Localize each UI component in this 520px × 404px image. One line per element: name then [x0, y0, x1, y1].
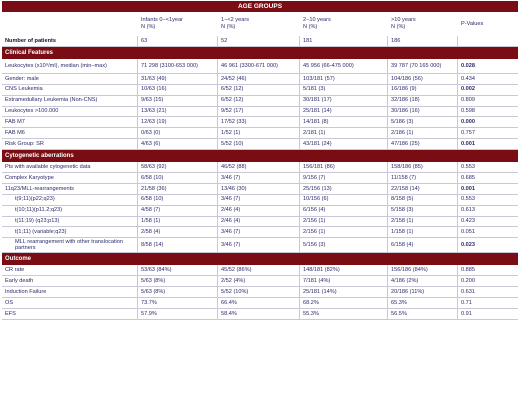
p-value-cell: 0.002: [461, 86, 475, 93]
data-cell: 45 956 (66-475 000): [300, 59, 388, 73]
p-value-cell: 0.71: [461, 299, 472, 306]
table-title: AGE GROUPS: [2, 1, 518, 12]
data-cell: 5/52 (10): [218, 139, 300, 149]
data-cell: 6/158 (4): [388, 238, 458, 252]
data-cell: 9/52 (17): [218, 107, 300, 117]
data-cell: 58/63 (92): [138, 162, 218, 172]
table-row: [2, 227, 518, 238]
row-label: Leukocytes (x10⁹/ml), median (min–max): [2, 59, 138, 73]
data-cell: 46 961 (3300-671 000): [218, 59, 300, 73]
data-cell: 68.2%: [300, 298, 388, 308]
data-cell: 39 787 (70 165 000): [388, 59, 458, 73]
data-cell: 6/58 (10): [138, 173, 218, 183]
data-cell: 16/186 (9): [388, 85, 458, 95]
row-label: MLL rearrangement with other translocation partners: [2, 238, 138, 252]
row-label: FAB M7: [2, 117, 138, 127]
table-row: [2, 173, 518, 184]
column-header: [458, 12, 518, 36]
data-cell: 156/181 (86): [300, 162, 388, 172]
table-row: [2, 128, 518, 139]
p-value-cell: 0.001: [461, 185, 475, 192]
column-header-unit: N (%): [391, 24, 406, 30]
table-row: [2, 117, 518, 128]
p-value-cell: 0.885: [461, 267, 475, 273]
data-cell: 13/63 (21): [138, 107, 218, 117]
data-cell: 8/58 (14): [138, 238, 218, 252]
row-label: t(1;11) (variable;q23): [2, 227, 138, 237]
data-cell: 11/158 (7): [388, 173, 458, 183]
data-cell: 5/186 (3): [388, 117, 458, 127]
table-row: [2, 206, 518, 217]
p-value-cell: 0.91: [461, 310, 472, 317]
row-label: Number of patients: [2, 36, 138, 46]
data-cell: 1/52 (1): [218, 128, 300, 138]
table-body: [2, 36, 518, 320]
data-cell: 10/156 (6): [300, 195, 388, 205]
data-cell: 58.4%: [218, 309, 300, 319]
data-cell: 63: [138, 36, 218, 46]
data-cell: 2/186 (1): [388, 128, 458, 138]
row-label: CR rate: [2, 265, 138, 275]
column-header: [2, 12, 138, 36]
row-label: 11q23/MLL-rearrangements: [2, 184, 138, 194]
section-header-clinical-features: Clinical Features: [2, 47, 518, 59]
data-cell: 6/52 (12): [218, 85, 300, 95]
table-row: [2, 96, 518, 107]
row-label: t(9;11)(p22;q23): [2, 195, 138, 205]
data-cell: 156/186 (84%): [388, 265, 458, 275]
p-value-cell: 0.028: [461, 62, 475, 69]
data-cell: 14/181 (8): [300, 117, 388, 127]
data-cell: 6/58 (10): [138, 195, 218, 205]
row-label: OS: [2, 298, 138, 308]
table-row: [2, 74, 518, 85]
table-row: [2, 217, 518, 228]
p-value-cell: 0.613: [461, 207, 475, 214]
data-cell: 4/186 (2%): [388, 276, 458, 286]
data-cell: 25/181 (14%): [300, 287, 388, 297]
table-row: [2, 107, 518, 118]
data-cell: 57.9%: [138, 309, 218, 319]
data-cell: 30/186 (16): [388, 107, 458, 117]
column-header-unit: N (%): [141, 24, 156, 30]
row-label: Complex Karyotype: [2, 173, 138, 183]
data-cell: 2/46 (4): [218, 206, 300, 216]
data-cell: 9/63 (15): [138, 96, 218, 106]
data-cell: 3/46 (7): [218, 227, 300, 237]
data-cell: 6/52 (12): [218, 96, 300, 106]
row-label: Induction Failure: [2, 287, 138, 297]
data-cell: 47/186 (25): [388, 139, 458, 149]
p-value-cell: 0.598: [461, 108, 475, 115]
p-value-cell: 0.051: [461, 229, 475, 236]
data-cell: 21/58 (36): [138, 184, 218, 194]
section-header-outcome: Outcome: [2, 253, 518, 265]
column-header: [300, 12, 388, 36]
p-value-cell: 0.553: [461, 163, 475, 170]
data-cell: 104/186 (56): [388, 74, 458, 84]
data-cell: 5/63 (8%): [138, 287, 218, 297]
data-cell: 8/158 (5): [388, 195, 458, 205]
table-row: [2, 162, 518, 173]
row-label: Gender: male: [2, 74, 138, 84]
data-cell: 24/52 (46): [218, 74, 300, 84]
data-cell: 3/46 (7): [218, 195, 300, 205]
row-label: t(10;11)(p11.2;q23): [2, 206, 138, 216]
data-cell: 186: [388, 36, 458, 46]
column-header-unit: N (%): [221, 24, 236, 30]
data-cell: 5/52 (10%): [218, 287, 300, 297]
data-cell: 17/52 (33): [218, 117, 300, 127]
p-value-cell: 0.200: [461, 277, 475, 284]
data-cell: 71 298 (3100-653 000): [138, 59, 218, 73]
data-cell: 2/181 (1): [300, 128, 388, 138]
data-cell: 55.3%: [300, 309, 388, 319]
row-label: CNS Leukemia: [2, 85, 138, 95]
data-cell: 2/46 (4): [218, 217, 300, 227]
data-cell: 2/156 (1): [300, 227, 388, 237]
column-header: [138, 12, 218, 36]
p-value-cell: 0.434: [461, 75, 475, 82]
table-row: [2, 195, 518, 206]
row-label: Early death: [2, 276, 138, 286]
data-cell: 46/52 (88): [218, 162, 300, 172]
section-header-cytogenetic-aberrations: Cytogenetic aberrations: [2, 150, 518, 162]
row-label: EFS: [2, 309, 138, 319]
column-header-label: 1−<2 years: [221, 17, 249, 23]
column-header-label: >10 years: [391, 17, 416, 23]
data-cell: 1/58 (1): [138, 217, 218, 227]
data-cell: 181: [300, 36, 388, 46]
data-cell: 52: [218, 36, 300, 46]
p-value-cell: [458, 36, 518, 46]
data-cell: 13/46 (30): [218, 184, 300, 194]
results-table: [2, 1, 518, 320]
data-cell: 158/186 (85): [388, 162, 458, 172]
table-row: [2, 184, 518, 195]
data-cell: 31/63 (49): [138, 74, 218, 84]
data-cell: 56.5%: [388, 309, 458, 319]
table-row: [2, 309, 518, 320]
data-cell: 4/58 (7): [138, 206, 218, 216]
data-cell: 2/156 (1): [300, 217, 388, 227]
data-cell: 22/158 (14): [388, 184, 458, 194]
data-cell: 148/181 (82%): [300, 265, 388, 275]
p-value-cell: 0.423: [461, 218, 475, 225]
table-row: [2, 238, 518, 253]
p-value-cell: 0.000: [461, 119, 475, 126]
column-header-label: Infants 0−<1year: [141, 17, 183, 23]
data-cell: 4/63 (6): [138, 139, 218, 149]
data-cell: 5/63 (8%): [138, 276, 218, 286]
column-header: [218, 12, 300, 36]
data-cell: 3/46 (7): [218, 173, 300, 183]
p-value-cell: 0.023: [461, 242, 475, 249]
data-cell: 73.7%: [138, 298, 218, 308]
data-cell: 10/63 (16): [138, 85, 218, 95]
row-label: t(11;19) (q23;p13): [2, 217, 138, 227]
data-cell: 32/186 (18): [388, 96, 458, 106]
data-cell: 20/186 (11%): [388, 287, 458, 297]
data-cell: 0/63 (0): [138, 128, 218, 138]
data-cell: 25/156 (13): [300, 184, 388, 194]
column-header-label: 2−10 years: [303, 17, 331, 23]
data-cell: 2/52 (4%): [218, 276, 300, 286]
data-cell: 53/63 (84%): [138, 265, 218, 275]
column-header-unit: N (%): [303, 24, 318, 30]
data-cell: 5/158 (3): [388, 206, 458, 216]
patients-row: [2, 36, 518, 47]
data-cell: 3/46 (7): [218, 238, 300, 252]
p-value-cell: 0.757: [461, 129, 475, 136]
table-row: [2, 276, 518, 287]
data-cell: 43/181 (24): [300, 139, 388, 149]
data-cell: 12/63 (19): [138, 117, 218, 127]
data-cell: 2/58 (4): [138, 227, 218, 237]
p-value-cell: 0.001: [461, 140, 475, 147]
data-cell: 1/158 (1): [388, 227, 458, 237]
row-label: Risk Group: SR: [2, 139, 138, 149]
column-header-row: [2, 12, 518, 36]
data-cell: 66.4%: [218, 298, 300, 308]
row-label: Extramedullary Leukemia (Non-CNS): [2, 96, 138, 106]
row-label: Leukocytes >100.000: [2, 107, 138, 117]
data-cell: 30/181 (17): [300, 96, 388, 106]
data-cell: 7/181 (4%): [300, 276, 388, 286]
p-value-cell: 0.809: [461, 97, 475, 104]
table-row: [2, 85, 518, 96]
data-cell: 5/181 (3): [300, 85, 388, 95]
data-cell: 25/181 (14): [300, 107, 388, 117]
table-row: [2, 287, 518, 298]
column-header-label: P-Values: [461, 20, 484, 27]
table-row: [2, 298, 518, 309]
data-cell: 45/52 (86%): [218, 265, 300, 275]
column-header: [388, 12, 458, 36]
p-value-cell: 0.631: [461, 288, 475, 295]
data-cell: 103/181 (57): [300, 74, 388, 84]
data-cell: 2/158 (1): [388, 217, 458, 227]
p-value-cell: 0.553: [461, 196, 475, 203]
table-row: [2, 265, 518, 276]
data-cell: 65.3%: [388, 298, 458, 308]
data-cell: 9/156 (7): [300, 173, 388, 183]
row-label: Pts with available cytogenetic data: [2, 162, 138, 172]
p-value-cell: 0.685: [461, 174, 475, 181]
table-row: [2, 139, 518, 150]
row-label: FAB M6: [2, 128, 138, 138]
data-cell: 5/156 (3): [300, 238, 388, 252]
data-cell: 6/156 (4): [300, 206, 388, 216]
table-row: [2, 59, 518, 74]
